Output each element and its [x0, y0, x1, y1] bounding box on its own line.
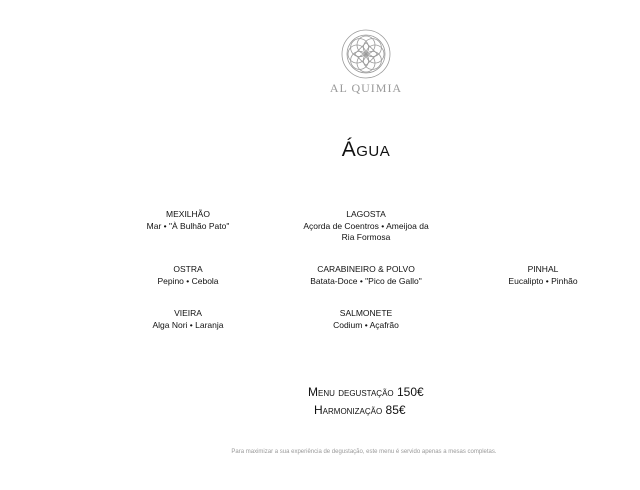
service-note: Para maximizar a sua experiência de degustação, este menu é servido apenas a mesas completas.: [231, 449, 497, 455]
mandala-logo-icon: [340, 28, 392, 80]
menu-title: Água: [341, 138, 391, 161]
dish-name: LAGOSTA: [346, 209, 386, 219]
dish-name: SALMONETE: [339, 308, 393, 318]
dish-description: Mar • "À Bulhão Pato": [146, 220, 230, 231]
dish-description: Batata-Doce • "Pico de Gallo": [310, 275, 422, 286]
dish-vieira: [113, 308, 263, 331]
dish-description: Açorda de Coentros • Ameijoa da Ria Formosa: [303, 220, 429, 242]
brand-name: AL QUIMIA: [329, 81, 403, 95]
dish-name: MEXILHÃO: [166, 209, 210, 219]
dish-description: Codium • Açafrão: [333, 319, 399, 330]
dish-description: Alga Nori • Laranja: [152, 319, 224, 330]
dish-salmonete: [290, 308, 442, 331]
dish-name: PINHAL: [527, 264, 559, 274]
dish-carabineiro-polvo: [290, 264, 442, 287]
dish-name: VIEIRA: [174, 308, 202, 318]
dish-lagosta: [290, 209, 442, 244]
dish-name: OSTRA: [173, 264, 203, 274]
wine-pairing-price: Harmonização 85€: [314, 403, 406, 417]
tasting-menu-price: Menu degustação 150€: [308, 385, 424, 399]
dish-mexilhao: [113, 209, 263, 232]
dish-ostra: [113, 264, 263, 287]
dish-description: Eucalipto • Pinhão: [508, 275, 578, 286]
dish-description: Pepino • Cebola: [157, 275, 219, 286]
dish-name: CARABINEIRO & POLVO: [317, 264, 415, 274]
dish-pinhal: [468, 264, 618, 287]
